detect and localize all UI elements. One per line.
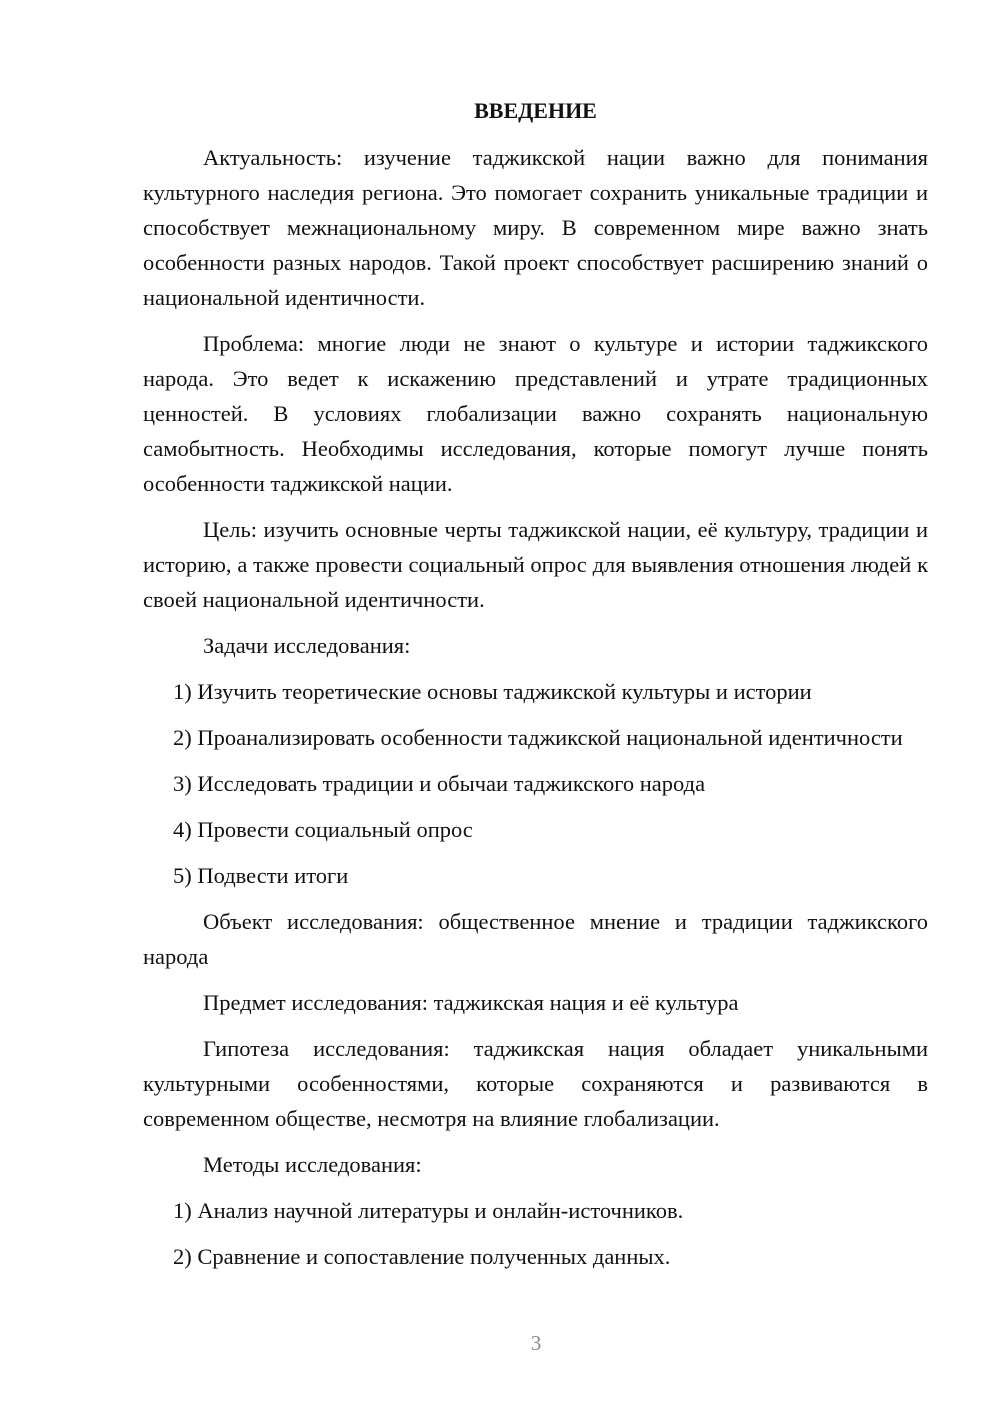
page-number: 3 bbox=[530, 1331, 542, 1355]
subject-paragraph: Предмет исследования: таджикская нация и её культура bbox=[203, 990, 739, 1015]
tasks-heading: Задачи исследования: bbox=[203, 633, 411, 658]
problem-paragraph: Проблема: многие люди не знают о культуре и истории таджикского народа. Это ведет к искажению представлений и утрате традиционных ценностей. В условиях глобализации важно сохранять национальную самобытность. Необходимы исследования, которые помогут лучше понять особенности таджикской нации. bbox=[143, 331, 928, 496]
method-item-2: 2) Сравнение и сопоставление полученных данных. bbox=[173, 1244, 671, 1269]
task-item-4: 4) Провести социальный опрос bbox=[173, 817, 473, 842]
object-paragraph: Объект исследования: общественное мнение и традиции таджикского народа bbox=[143, 909, 928, 969]
goal-paragraph: Цель: изучить основные черты таджикской нации, её культуру, традиции и историю, а также провести социальный опрос для выявления отношения людей к своей национальной идентичности. bbox=[143, 517, 928, 612]
task-item-5: 5) Подвести итоги bbox=[173, 863, 349, 888]
method-item-1: 1) Анализ научной литературы и онлайн-источников. bbox=[173, 1198, 684, 1223]
hypothesis-paragraph: Гипотеза исследования: таджикская нация обладает уникальными культурными особенностями, которые сохраняются и развиваются в современном обществе, несмотря на влияние глобализации. bbox=[143, 1036, 928, 1131]
document-body bbox=[143, 96, 928, 1285]
task-item-3: 3) Исследовать традиции и обычаи таджикского народа bbox=[173, 771, 706, 796]
methods-heading: Методы исследования: bbox=[203, 1152, 422, 1177]
task-item-1: 1) Изучить теоретические основы таджикской культуры и истории bbox=[173, 679, 812, 704]
page-title: ВВЕДЕНИЕ bbox=[474, 98, 597, 123]
task-item-2: 2) Проанализировать особенности таджикской национальной идентичности bbox=[173, 725, 903, 750]
relevance-paragraph: Актуальность: изучение таджикской нации важно для понимания культурного наследия региона. Это помогает сохранить уникальные традиции и способствует межнациональному миру. В современном мире важно знать особенности разных народов. Такой проект способствует расширению знаний о национальной идентичности. bbox=[143, 145, 928, 310]
